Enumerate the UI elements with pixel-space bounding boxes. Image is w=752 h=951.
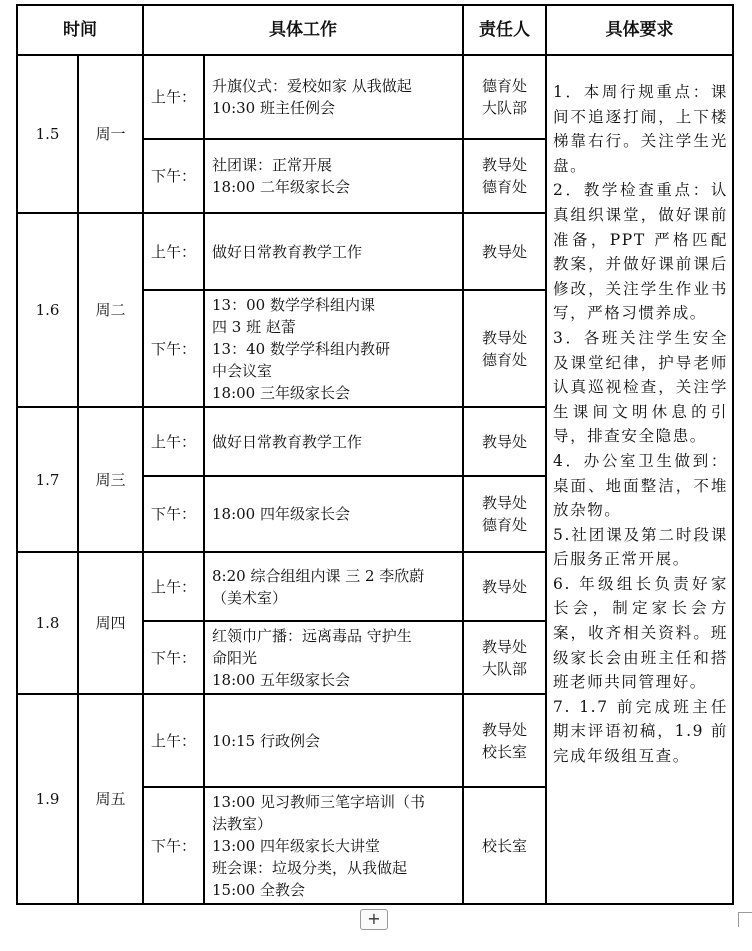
work-cell: 升旗仪式：爱校如家 从我做起 10:30 班主任例会 <box>204 55 463 139</box>
weekday-cell: 周四 <box>78 552 143 694</box>
header-requirements: 具体要求 <box>546 5 733 55</box>
requirement-item: 7. 1.7 前完成班主任期末评语初稿，1.9 前完成年级组互查。 <box>553 697 728 766</box>
requirement-item: 4．办公室卫生做到：桌面、地面整洁，不堆放杂物。 <box>553 451 728 520</box>
add-row-button[interactable]: + <box>360 909 388 930</box>
date-cell: 1.5 <box>17 55 78 213</box>
period-label: 下午： <box>143 787 204 904</box>
period-label: 上午： <box>143 213 204 290</box>
period-label: 上午： <box>143 407 204 476</box>
weekday-cell: 周三 <box>78 407 143 552</box>
weekday-cell: 周五 <box>78 694 143 904</box>
person-cell: 教导处 德育处 <box>463 290 546 407</box>
requirements-cell <box>546 55 733 904</box>
requirement-item: 5.社团课及第二时段课后服务正常开展。 <box>553 525 728 569</box>
period-label: 上午： <box>143 694 204 787</box>
date-cell: 1.7 <box>17 407 78 552</box>
work-cell: 8:20 综合组组内课 三 2 李欣蔚 （美术室） <box>204 552 463 621</box>
date-cell: 1.6 <box>17 213 78 407</box>
person-cell: 德育处 大队部 <box>463 55 546 139</box>
work-cell: 做好日常教育教学工作 <box>204 407 463 476</box>
person-cell: 教导处 校长室 <box>463 694 546 787</box>
date-cell: 1.8 <box>17 552 78 694</box>
person-cell: 校长室 <box>463 787 546 904</box>
requirement-item: 3．各班关注学生安全及课堂纪律，护导老师认真巡视检查，关注学生课间文明休息的引导，排查安全隐患。 <box>553 328 728 446</box>
requirement-item: 2．教学检查重点：认真组织课堂，做好课前准备，PPT 严格匹配教案，并做好课前课后修改，关注学生作业书写，严格习惯养成。 <box>553 181 728 323</box>
work-cell: 社团课：正常开展 18:00 二年级家长会 <box>204 139 463 213</box>
header-time: 时间 <box>17 5 143 55</box>
resize-handle-icon[interactable] <box>738 912 752 927</box>
header-work: 具体工作 <box>143 5 463 55</box>
person-cell: 教导处 德育处 <box>463 476 546 552</box>
weekday-cell: 周二 <box>78 213 143 407</box>
work-cell: 做好日常教育教学工作 <box>204 213 463 290</box>
work-cell: 10:15 行政例会 <box>204 694 463 787</box>
weekly-schedule-table <box>16 4 734 905</box>
person-cell: 教导处 <box>463 552 546 621</box>
person-cell: 教导处 德育处 <box>463 139 546 213</box>
date-cell: 1.9 <box>17 694 78 904</box>
period-label: 下午： <box>143 139 204 213</box>
period-label: 上午： <box>143 55 204 139</box>
period-label: 上午： <box>143 552 204 621</box>
work-cell: 13：00 数学学科组内课 四 3 班 赵蕾 13：40 数学学科组内教研 中会议室 18:00 三年级家长会 <box>204 290 463 407</box>
table-row <box>17 55 733 139</box>
requirement-item: 6. 年级组长负责好家长会，制定家长会方案，收齐相关资料。班级家长会由班主任和搭班老师共同管理好。 <box>553 574 728 692</box>
period-label: 下午： <box>143 621 204 694</box>
work-cell: 13:00 见习教师三笔字培训（书 法教室） 13:00 四年级家长大讲堂 班会课：垃圾分类，从我做起 15:00 全教会 <box>204 787 463 904</box>
work-cell: 18:00 四年级家长会 <box>204 476 463 552</box>
person-cell: 教导处 <box>463 407 546 476</box>
person-cell: 教导处 <box>463 213 546 290</box>
period-label: 下午： <box>143 476 204 552</box>
header-person: 责任人 <box>463 5 546 55</box>
period-label: 下午： <box>143 290 204 407</box>
requirement-item: 1．本周行规重点：课间不追逐打闹，上下楼梯靠右行。关注学生光盘。 <box>553 83 728 175</box>
weekday-cell: 周一 <box>78 55 143 213</box>
person-cell: 教导处 大队部 <box>463 621 546 694</box>
header-row <box>17 5 733 55</box>
work-cell: 红领巾广播：远离毒品 守护生 命阳光 18:00 五年级家长会 <box>204 621 463 694</box>
